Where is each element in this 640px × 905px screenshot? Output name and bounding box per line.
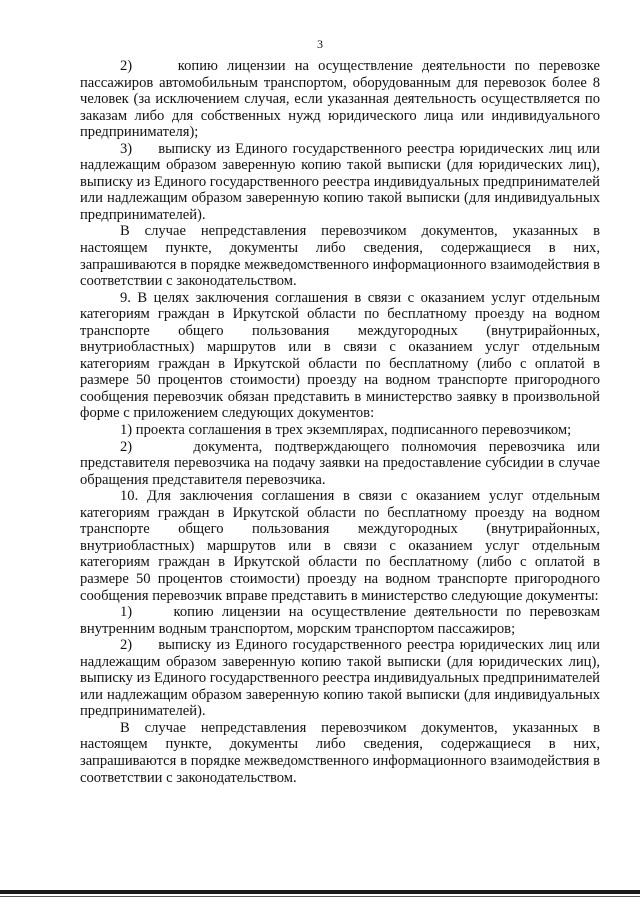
paragraph-nonsubmission-note-2: В случае непредставления перевозчиком документов, указанных в настоящем пункте, документы либо сведения, содержащиеся в них, запрашиваются в порядке межведомственного информационного взаимодействия в соответствии с законодательством.: [80, 719, 600, 786]
clause-9: 9. В целях заключения соглашения в связи с оказанием услуг отдельным категориям граждан в Иркутской области по бесплатному проезду на водном транспорте общего пользования междугородных (внутрирайонных, внутриобластных) маршрутов или в связи с оказанием услуг отдельным категориям граждан в Иркутской области по бесплатному (либо с оплатой в размере 50 процентов стоимости) проезду на водном транспорте пригородного сообщения перевозчик обязан представить в министерство заявку в произвольной форме с приложением следующих документов:: [80, 289, 600, 422]
list-item-registry-extract-2: 2) выписку из Единого государственного реестра юридических лиц или надлежащим образом заверенную копию такой выписки (для юридических лиц), выписку из Единого государственного реестра индивидуальных предпринимателей или надлежащим образом заверенную копию такой выписки (для индивидуальных предпринимателей).: [80, 637, 600, 720]
page-number: 3: [317, 37, 323, 51]
list-item-authority-document: 2) документа, подтверждающего полномочия перевозчика или представителя перевозчика на подачу заявки на предоставление субсидии в случае обращения представителя перевозчика.: [80, 438, 600, 488]
list-item-license-water: 1) копию лицензии на осуществление деятельности по перевозкам внутренним водным транспортом, морским транспортом пассажиров;: [80, 604, 600, 637]
list-item-registry-extract: 3) выписку из Единого государственного реестра юридических лиц или надлежащим образом заверенную копию такой выписки (для юридических лиц), выписку из Единого государственного реестра индивидуальных предпринимателей или надлежащим образом заверенную копию такой выписки (для индивидуальных предпринимателей).: [80, 140, 600, 223]
list-item-draft-agreement: 1) проекта соглашения в трех экземплярах, подписанного перевозчиком;: [120, 422, 572, 439]
scan-bottom-border: [0, 890, 640, 894]
scan-bottom-border-thin: [0, 896, 640, 897]
list-item-license-auto: 2) копию лицензии на осуществление деятельности по перевозке пассажиров автомобильным транспортом, оборудованным для перевозок более 8 человек (за исключением случая, если указанная деятельность осуществляется по заказам либо для собственных нужд юридического лица или индивидуального предпринимателя);: [80, 58, 600, 141]
paragraph-nonsubmission-note: В случае непредставления перевозчиком документов, указанных в настоящем пункте, документы либо сведения, содержащиеся в них, запрашиваются в порядке межведомственного информационного взаимодействия в соответствии с законодательством.: [80, 223, 600, 290]
document-body: [80, 58, 600, 786]
clause-10: 10. Для заключения соглашения в связи с оказанием услуг отдельным категориям граждан в Иркутской области по бесплатному проезду на водном транспорте общего пользования междугородных (внутрирайонных, внутриобластных) маршрутов или в связи с оказанием услуг отдельным категориям граждан в Иркутской области по бесплатному (либо с оплатой в размере 50 процентов стоимости) проезду на водном транспорте пригородного сообщения перевозчик вправе представить в министерство следующие документы:: [80, 488, 600, 604]
